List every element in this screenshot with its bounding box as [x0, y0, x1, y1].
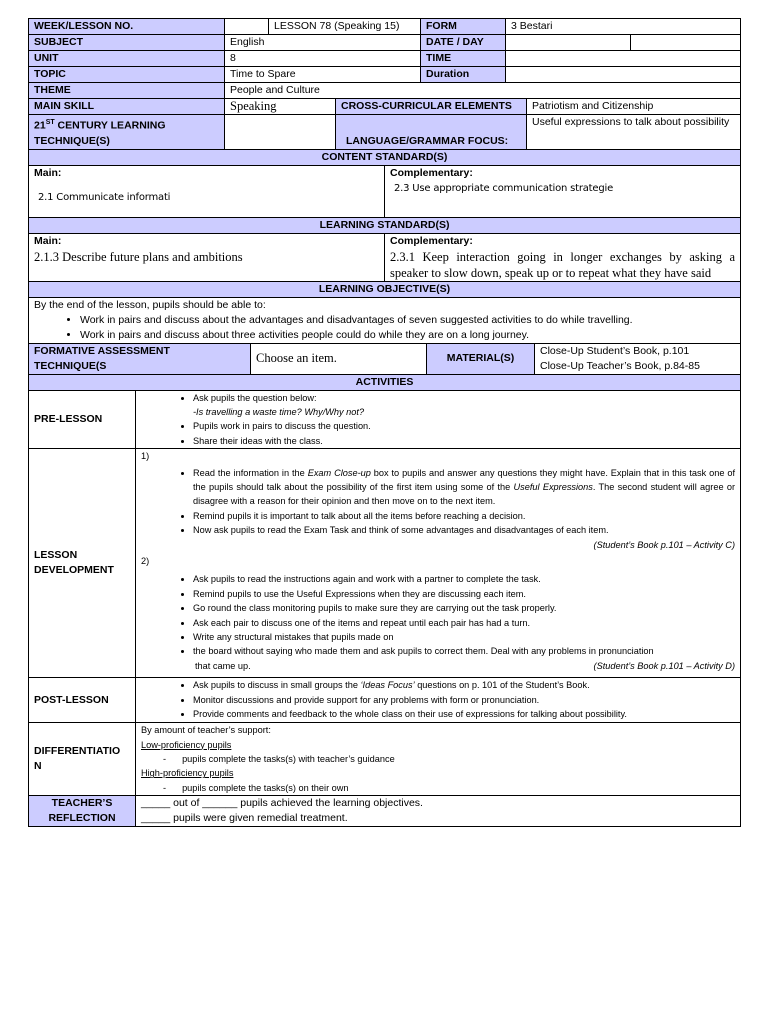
development-label-b: DEVELOPMENT: [34, 564, 114, 577]
pre-lesson-question: -Is travelling a waste time? Why/Why not?: [193, 406, 365, 417]
list-item-text: Ask pupils the question below:: [193, 392, 317, 403]
diff-line-text: pupils complete the tasks(s) with teacher’s guidance: [182, 753, 395, 764]
content-comp-cell: [385, 165, 741, 217]
pre-lesson-label: PRE-LESSON: [29, 390, 136, 449]
material-item: Close-Up Teacher’s Book, p.84-85: [540, 359, 700, 372]
topic-label: TOPIC: [29, 67, 225, 83]
c21-label-text: CENTURY LEARNING: [54, 119, 166, 132]
week-value[interactable]: LESSON 78 (Speaking 15): [269, 19, 421, 35]
week-label: WEEK/LESSON NO.: [29, 19, 225, 35]
dev-number-1: 1): [141, 451, 150, 462]
form-value[interactable]: 3 Bestari: [506, 19, 741, 35]
subject-label: SUBJECT: [29, 35, 225, 51]
objective-intro: By the end of the lesson, pupils should be able to:: [34, 298, 266, 311]
diff-line: High-proficiency pupils: [141, 768, 234, 779]
pre-lesson-cell: [136, 390, 741, 449]
post-1-pre: Ask pupils to discuss in small groups the: [193, 680, 361, 691]
assessment-label: FORMATIVE ASSESSMENT TECHNIQUE(S: [29, 343, 251, 374]
subject-value[interactable]: English: [225, 35, 421, 51]
content-main-value[interactable]: 2.1 Communicate informati: [38, 191, 171, 203]
development-cell: [136, 449, 741, 678]
content-comp-label: Complementary:: [390, 166, 473, 179]
reflection-line[interactable]: _____ pupils were given remedial treatment.: [141, 812, 348, 825]
objective-list: [34, 313, 735, 343]
reflection-label-b: REFLECTION: [48, 812, 116, 825]
list-item: • Monitor discussions and provide support for any problems with form or pronunciation.: [193, 693, 735, 707]
dev-1a-em1: Exam Close-up: [307, 467, 371, 478]
list-item: • Share their ideas with the class.: [193, 434, 735, 448]
differentiation-label-b: N: [34, 760, 42, 773]
learning-comp-cell: [385, 233, 741, 281]
theme-value[interactable]: People and Culture: [225, 83, 741, 99]
activities-table: [28, 374, 741, 828]
diff-line: Low-proficiency pupils: [141, 739, 232, 750]
reflection-cell: [136, 796, 741, 827]
content-standard-title: CONTENT STANDARD(S): [29, 149, 741, 165]
c21-label-text2: TECHNIQUE(S): [34, 134, 110, 147]
learning-comp-label: Complementary:: [390, 234, 473, 247]
standards-table: [28, 149, 741, 344]
time-label: TIME: [421, 51, 506, 67]
diff-line: By amount of teacher’s support:: [141, 725, 271, 736]
header-table: [28, 18, 741, 150]
topic-value[interactable]: Time to Spare: [225, 67, 421, 83]
learning-main-value[interactable]: 2.1.3 Describe future plans and ambitions: [34, 249, 243, 264]
main-skill-label: MAIN SKILL: [29, 99, 225, 115]
c21-label-num: 21: [34, 119, 46, 132]
post-1-post: questions on p. 101 of the Student’s Book.: [414, 680, 590, 691]
list-item: [193, 678, 735, 692]
form-label: FORM: [421, 19, 506, 35]
diff-line-text: pupils complete the tasks(s) on their own: [182, 782, 349, 793]
list-item: • Ask each pair to discuss one of the items and repeat until each pair has had a turn.: [193, 616, 735, 630]
cce-value[interactable]: Patriotism and Citizenship: [527, 99, 741, 115]
pre-lesson-list: [141, 391, 735, 449]
learning-main-cell: [29, 233, 385, 281]
unit-value[interactable]: 8: [225, 51, 421, 67]
list-item: • Pupils work in pairs to discuss the question.: [193, 419, 735, 433]
list-item: • the board without saying who made them and ask pupils to correct them. Deal with any problems in pronunciation: [193, 644, 735, 658]
assessment-select[interactable]: Choose an item.: [251, 343, 427, 374]
post-lesson-cell: [136, 678, 741, 723]
dev-1a-post: . The second student will agree or disagree with a reason for their opinion and then move on to the next item.: [193, 481, 736, 507]
dev-1a-mid: box to pupils and answer any questions they might have. Explain that in this task one of the pupils should talk about the possibility of the first item using some of the: [193, 467, 736, 492]
reflection-label: [29, 796, 136, 827]
grammar-label: LANGUAGE/GRAMMAR FOCUS:: [336, 115, 527, 150]
dev-2-tail: [141, 659, 735, 673]
main-skill-value[interactable]: Speaking: [225, 99, 336, 115]
development-label-a: LESSON: [34, 549, 78, 562]
content-comp-value[interactable]: 2.3 Use appropriate communication strategie: [394, 182, 614, 194]
c21-label: [29, 115, 225, 150]
material-item: Close-Up Student’s Book, p.101: [540, 344, 690, 357]
development-label: [29, 449, 136, 678]
date-value[interactable]: [506, 35, 631, 51]
list-item: • Write any structural mistakes that pupils made on: [193, 630, 735, 644]
dev-1a-pre: Read the information in the: [193, 467, 308, 478]
differentiation-label: [29, 723, 136, 796]
post-lesson-label: POST-LESSON: [29, 678, 136, 723]
learning-main-label: Main:: [34, 234, 62, 247]
list-item: • Remind pupils to use the Useful Expressions when they are discussing each item.: [193, 587, 735, 601]
post-1-em: ‘Ideas Focus’: [360, 680, 415, 691]
duration-value[interactable]: [506, 67, 741, 83]
lesson-plan-sheet: [28, 18, 740, 827]
list-item: • Now ask pupils to read the Exam Task and think of some advantages and disadvantages of each item.: [193, 523, 735, 537]
grammar-value[interactable]: Useful expressions to talk about possibility: [527, 115, 741, 150]
objective-item: • Work in pairs and discuss about the advantages and disadvantages of seven suggested activities to do while travelling.: [80, 313, 735, 328]
list-item: • Go round the class monitoring pupils to make sure they are carrying out the task properly.: [193, 601, 735, 615]
differentiation-cell: [136, 723, 741, 796]
differentiation-label-a: DIFFERENTIATIO: [34, 745, 121, 758]
learning-comp-value[interactable]: 2.3.1 Keep interaction going in longer exchanges by asking a speaker to slow down, speak up or to repeat what they have said: [390, 249, 736, 280]
c21-label-sup: ST: [45, 119, 55, 126]
dev-2-tail-text: that came up.: [195, 660, 251, 671]
objective-item: • Work in pairs and discuss about three activities people could do while they are on a long journey.: [80, 328, 735, 343]
date-label: DATE / DAY: [421, 35, 506, 51]
c21-value[interactable]: [225, 115, 336, 150]
material-cell: [535, 343, 741, 374]
list-item: • Ask pupils to read the instructions again and work with a partner to complete the task.: [193, 572, 735, 586]
list-item: [193, 391, 735, 420]
content-main-cell: [29, 165, 385, 217]
day-value[interactable]: [631, 35, 741, 51]
cce-label: CROSS-CURRICULAR ELEMENTS: [336, 99, 527, 115]
diff-line: [141, 781, 735, 795]
dev-list-1: [141, 466, 735, 538]
theme-label: THEME: [29, 83, 225, 99]
dash-mark: -: [163, 782, 167, 793]
assessment-table: [28, 343, 741, 375]
dash-mark: -: [163, 753, 167, 764]
reflection-label-a: TEACHER’S: [51, 797, 113, 810]
list-item: [193, 466, 735, 509]
list-item: • Provide comments and feedback to the whole class on their use of expressions for talking about possibility.: [193, 707, 735, 721]
diff-line: [141, 752, 735, 766]
objective-cell: [29, 297, 741, 343]
list-item: • Remind pupils it is important to talk about all the items before reaching a decision.: [193, 509, 735, 523]
dev-2-reference: (Student’s Book p.101 – Activity D): [593, 660, 736, 671]
objective-title: LEARNING OBJECTIVE(S): [29, 281, 741, 297]
dev-1-reference: (Student’s Book p.101 – Activity C): [593, 539, 736, 550]
learning-standard-title: LEARNING STANDARD(S): [29, 217, 741, 233]
duration-label: Duration: [421, 67, 506, 83]
time-value[interactable]: [506, 51, 741, 67]
dev-number-2: 2): [141, 555, 150, 566]
week-blank[interactable]: [225, 19, 269, 35]
post-lesson-list: [141, 678, 735, 721]
reflection-line[interactable]: _____ out of ______ pupils achieved the learning objectives.: [141, 797, 423, 810]
dev-list-2: [141, 572, 735, 658]
dev-1a-em2: Useful Expressions: [513, 481, 593, 492]
content-main-label: Main:: [34, 166, 62, 179]
unit-label: UNIT: [29, 51, 225, 67]
material-label: MATERIAL(S): [427, 343, 535, 374]
activities-title: ACTIVITIES: [29, 374, 741, 390]
